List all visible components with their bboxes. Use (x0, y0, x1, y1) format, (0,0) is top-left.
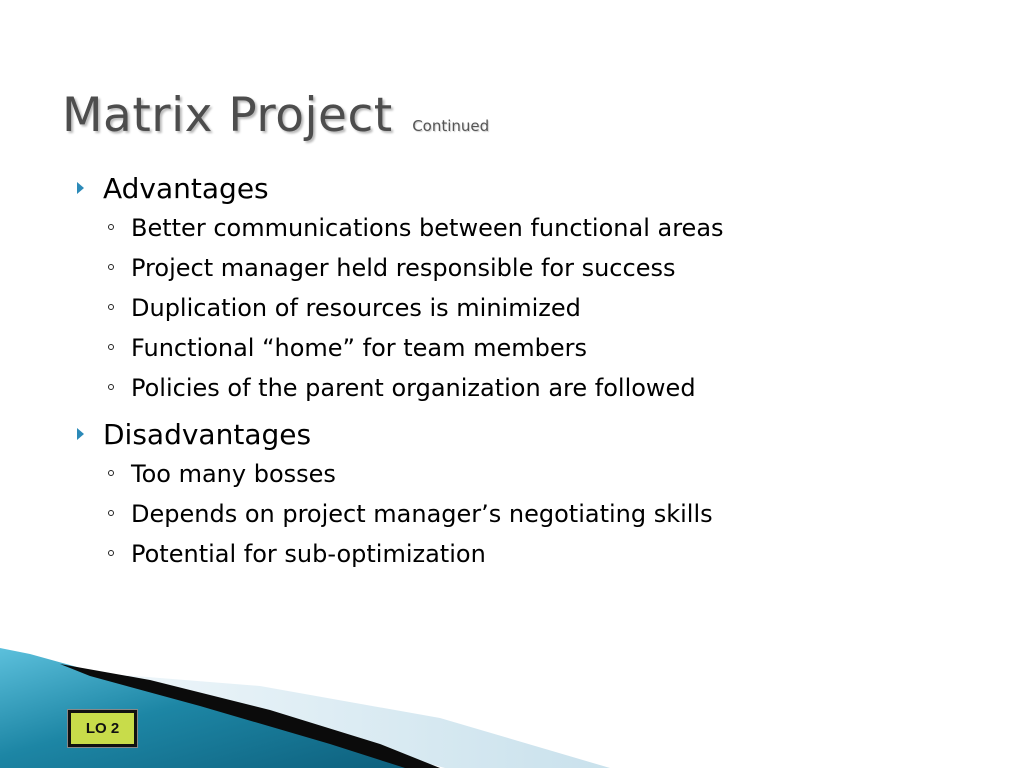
hollow-circle-icon (108, 344, 114, 350)
list-item-text: Policies of the parent organization are followed (131, 374, 696, 402)
list-item (72, 288, 972, 328)
disadvantages-section (72, 416, 972, 574)
slide-title (62, 88, 489, 143)
list-item-text: Functional “home” for team members (131, 334, 588, 362)
list-item-text: Project manager held responsible for success (131, 254, 676, 282)
list-item-text: Potential for sub-optimization (131, 540, 486, 568)
list-item (72, 368, 972, 408)
list-item (72, 534, 972, 574)
list-item-text: Duplication of resources is minimized (131, 294, 581, 322)
hollow-circle-icon (108, 224, 114, 230)
section-heading-text: Advantages (103, 172, 269, 205)
section-heading-text: Disadvantages (103, 418, 312, 451)
list-item (72, 454, 972, 494)
list-item-text: Depends on project manager’s negotiating skills (131, 500, 713, 528)
advantages-section (72, 170, 972, 408)
list-item (72, 494, 972, 534)
hollow-circle-icon (108, 264, 114, 270)
hollow-circle-icon (108, 470, 114, 476)
list-item (72, 248, 972, 288)
list-item-text: Better communications between functional areas (131, 214, 724, 242)
hollow-circle-icon (108, 550, 114, 556)
section-gap (72, 408, 972, 416)
learning-objective-badge (68, 710, 137, 747)
triangle-right-icon (77, 428, 84, 440)
hollow-circle-icon (108, 510, 114, 516)
hollow-circle-icon (108, 304, 114, 310)
title-suffix: Continued (412, 117, 490, 135)
section-heading-advantages (72, 170, 972, 208)
title-text: Matrix Project (62, 88, 393, 143)
list-item (72, 328, 972, 368)
section-heading-disadvantages (72, 416, 972, 454)
list-item (72, 208, 972, 248)
badge-label: LO 2 (85, 720, 120, 737)
triangle-right-icon (77, 182, 84, 194)
list-item-text: Too many bosses (131, 460, 336, 488)
corner-wave-decoration (0, 640, 1024, 768)
bullet-content (72, 170, 972, 574)
hollow-circle-icon (108, 384, 114, 390)
